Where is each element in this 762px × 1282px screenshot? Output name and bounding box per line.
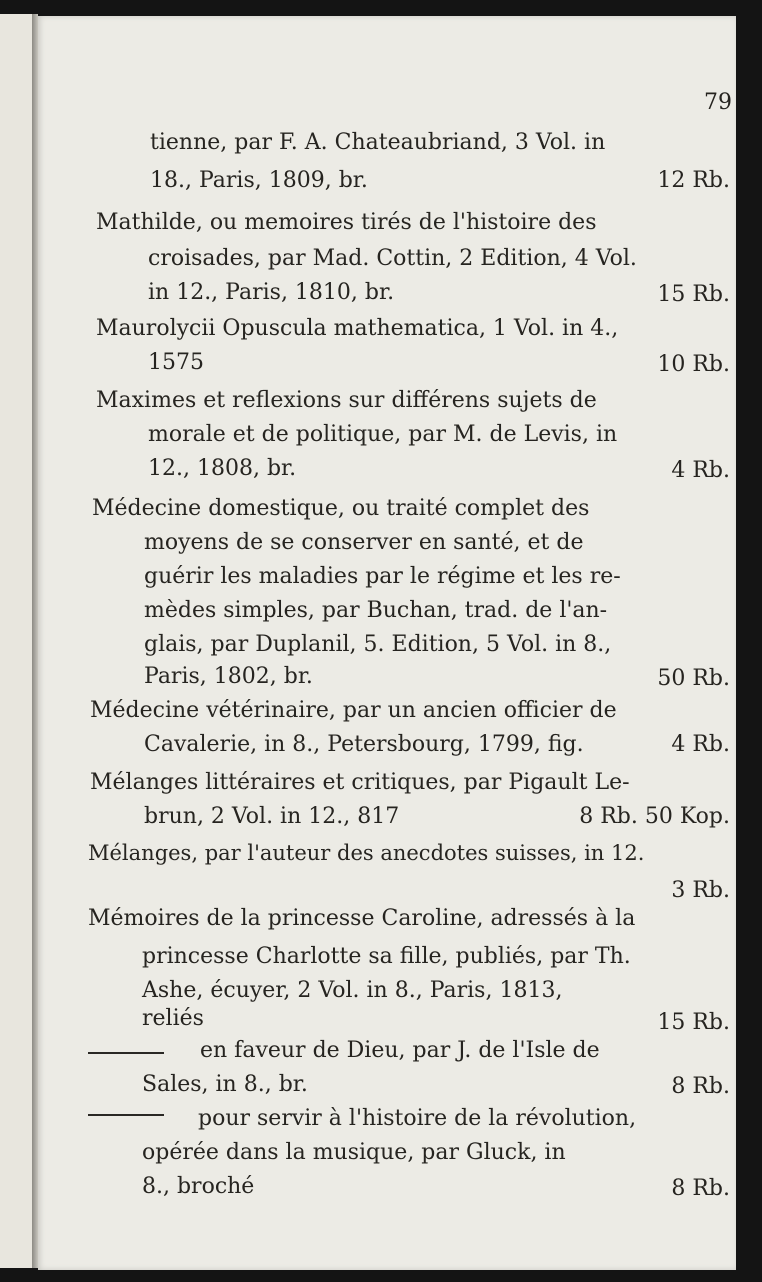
- entry-line: glais, par Duplanil, 5. Edition, 5 Vol. in 8.,: [144, 632, 612, 657]
- left-page-edge: [0, 14, 33, 1268]
- ditto-dash: [88, 1114, 164, 1116]
- entry-price: 10 Rb.: [657, 352, 730, 377]
- entry-price: 3 Rb.: [671, 878, 730, 903]
- entry-line: Cavalerie, in 8., Petersbourg, 1799, fig.: [144, 732, 584, 757]
- entry-line: tienne, par F. A. Chateaubriand, 3 Vol. in: [150, 130, 606, 155]
- entry-price: 15 Rb.: [657, 282, 730, 307]
- entry-line: Maurolycii Opuscula mathematica, 1 Vol. in 4.,: [96, 316, 619, 341]
- entry-line: 18., Paris, 1809, br.: [150, 168, 368, 193]
- entry-line: pour servir à l'histoire de la révolution,: [198, 1106, 637, 1131]
- entry-line: Mathilde, ou memoires tirés de l'histoire des: [96, 210, 597, 235]
- entry-line: 12., 1808, br.: [148, 456, 297, 481]
- entry-price: 4 Rb.: [671, 732, 730, 757]
- entry-line: en faveur de Dieu, par J. de l'Isle de: [200, 1038, 600, 1063]
- entry-line: brun, 2 Vol. in 12., 817: [144, 804, 400, 829]
- entry-line: Mélanges, par l'auteur des anecdotes suisses, in 12.: [88, 841, 645, 865]
- entry-line: Mémoires de la princesse Caroline, adressés à la: [88, 906, 636, 931]
- entry-line: Médecine vétérinaire, par un ancien officier de: [90, 698, 617, 723]
- entry-line: opérée dans la musique, par Gluck, in: [142, 1140, 566, 1165]
- entry-line: croisades, par Mad. Cottin, 2 Edition, 4 Vol.: [148, 246, 637, 271]
- entry-price: 8 Rb. 50 Kop.: [579, 804, 730, 829]
- entry-line: princesse Charlotte sa fille, publiés, par Th.: [142, 944, 631, 969]
- entry-price: 50 Rb.: [657, 666, 730, 691]
- entry-price: 4 Rb.: [671, 458, 730, 483]
- entry-line: 8., broché: [142, 1174, 255, 1199]
- page-number: 79: [704, 90, 732, 115]
- entry-line: 1575: [148, 350, 204, 375]
- entry-line: Maximes et reflexions sur différens sujets de: [96, 388, 597, 413]
- entry-line: reliés: [142, 1006, 204, 1031]
- entry-line: Médecine domestique, ou traité complet des: [92, 496, 590, 521]
- entry-line: mèdes simples, par Buchan, trad. de l'an-: [144, 598, 608, 623]
- entry-line: Mélanges littéraires et critiques, par Pigault Le-: [90, 770, 630, 795]
- entry-price: 15 Rb.: [657, 1010, 730, 1035]
- entry-price: 8 Rb.: [671, 1176, 730, 1201]
- entry-line: Sales, in 8., br.: [142, 1072, 308, 1097]
- entry-line: moyens de se conserver en santé, et de: [144, 530, 584, 555]
- entry-line: guérir les maladies par le régime et les re-: [144, 564, 621, 589]
- entry-line: morale et de politique, par M. de Levis, in: [148, 422, 618, 447]
- entry-price: 12 Rb.: [657, 168, 730, 193]
- entry-line: Paris, 1802, br.: [144, 664, 313, 689]
- entry-line: Ashe, écuyer, 2 Vol. in 8., Paris, 1813,: [142, 978, 563, 1003]
- ditto-dash: [88, 1052, 164, 1054]
- entry-line: in 12., Paris, 1810, br.: [148, 280, 395, 305]
- entry-price: 8 Rb.: [671, 1074, 730, 1099]
- catalog-page: [38, 16, 736, 1270]
